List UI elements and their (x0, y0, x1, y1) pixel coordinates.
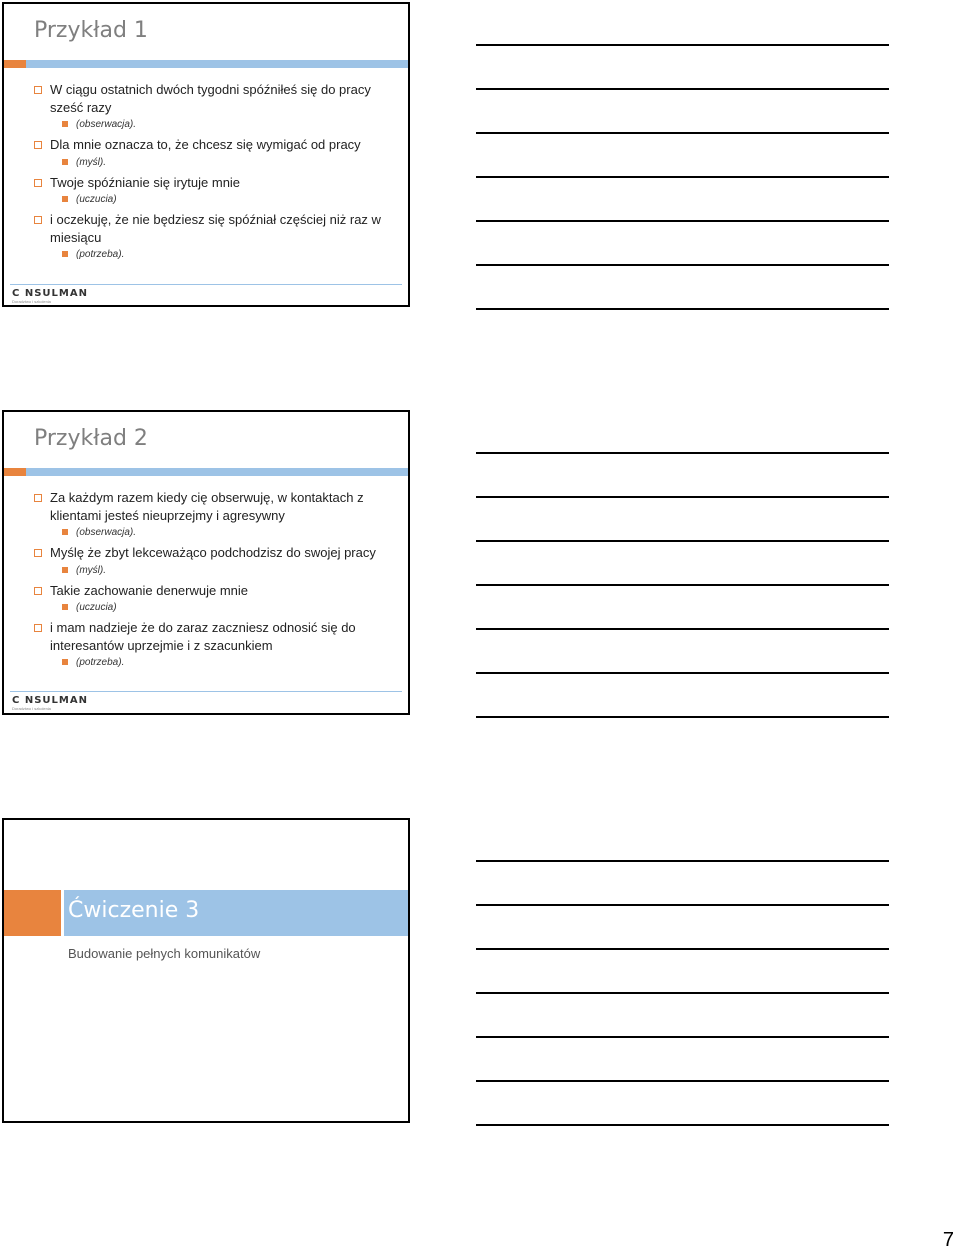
note-line (476, 452, 889, 454)
bullet: Myślę że zbyt lekceważąco podchodzisz do swojej pracy (32, 544, 394, 562)
bullet: Za każdym razem kiedy cię obserwuję, w kontaktach z klientami jesteś nieuprzejmy i agresywny (32, 489, 394, 524)
slide-3 (2, 818, 410, 1123)
section-title: Ćwiczenie 3 (68, 898, 200, 923)
footer-divider (10, 284, 402, 285)
sub-bullet: (potrzeba). (32, 654, 394, 671)
title-bar-accent (4, 468, 26, 476)
title-bar (4, 468, 408, 476)
note-line (476, 948, 889, 950)
logo-text: C NSULMAN (12, 288, 88, 299)
bullet: i oczekuję, że nie będziesz się spóźniał częściej niż raz w miesiącu (32, 211, 394, 246)
footer-divider (10, 691, 402, 692)
section-subtitle: Budowanie pełnych komunikatów (68, 946, 261, 961)
note-line (476, 1080, 889, 1082)
note-line (476, 628, 889, 630)
company-logo (12, 288, 88, 304)
slide-title: Przykład 1 (34, 18, 148, 43)
bullet: Takie zachowanie denerwuje mnie (32, 582, 394, 600)
sub-bullet: (myśl). (32, 562, 394, 579)
note-line (476, 1036, 889, 1038)
note-line (476, 540, 889, 542)
note-line (476, 264, 889, 266)
slide-title: Przykład 2 (34, 426, 148, 451)
sub-bullet: (uczucia) (32, 191, 394, 208)
title-bar (4, 60, 408, 68)
bullet: W ciągu ostatnich dwóch tygodni spóźniłeś się do pracy sześć razy (32, 81, 394, 116)
slide-1 (2, 2, 410, 307)
note-line (476, 584, 889, 586)
sub-bullet: (obserwacja). (32, 524, 394, 541)
note-line (476, 176, 889, 178)
note-line (476, 496, 889, 498)
sub-bullet: (myśl). (32, 154, 394, 171)
bullet: i mam nadzieje że do zaraz zaczniesz odnosić się do interesantów uprzejmie i z szacunkiem (32, 619, 394, 654)
note-line (476, 716, 889, 718)
note-line (476, 1124, 889, 1126)
title-bar-fill (26, 60, 408, 68)
note-line (476, 220, 889, 222)
title-bar-accent (4, 60, 26, 68)
sub-bullet: (potrzeba). (32, 246, 394, 263)
note-line (476, 992, 889, 994)
sub-bullet: (obserwacja). (32, 116, 394, 133)
section-bar-accent (4, 890, 61, 936)
logo-text: C NSULMAN (12, 695, 88, 706)
slide-content (32, 486, 394, 671)
note-line (476, 88, 889, 90)
section-title-bar (4, 890, 408, 936)
note-line (476, 672, 889, 674)
bullet: Twoje spóźnianie się irytuje mnie (32, 174, 394, 192)
logo-subtitle: Doradztwo i szkolenia (12, 706, 51, 711)
slide-2 (2, 410, 410, 715)
logo-subtitle: Doradztwo i szkolenia (12, 299, 51, 304)
note-line (476, 44, 889, 46)
title-bar-fill (26, 468, 408, 476)
note-line (476, 132, 889, 134)
note-line (476, 904, 889, 906)
sub-bullet: (uczucia) (32, 599, 394, 616)
note-line (476, 860, 889, 862)
company-logo (12, 695, 88, 711)
bullet: Dla mnie oznacza to, że chcesz się wymigać od pracy (32, 136, 394, 154)
slide-content (32, 78, 394, 263)
page-number: 7 (942, 1229, 954, 1251)
note-line (476, 308, 889, 310)
